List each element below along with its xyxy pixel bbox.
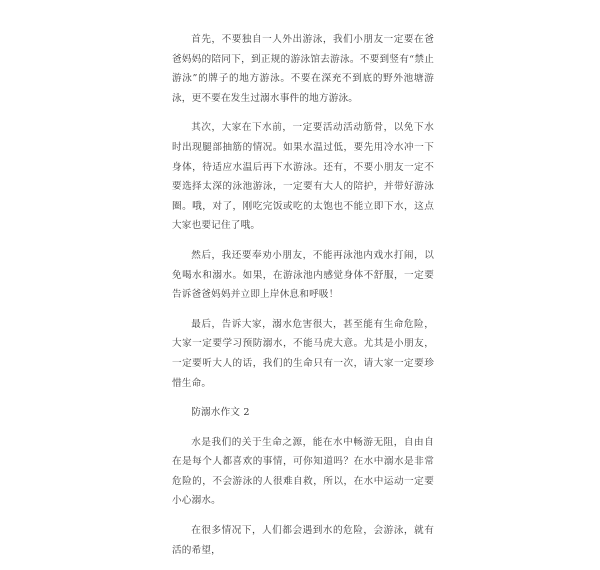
section-heading: 防溺水作文 2 xyxy=(191,407,250,419)
paragraph-6: 在很多情况下，人们都会遇到水的危险，会游泳，就有活的希望， xyxy=(172,525,434,556)
paragraph-5: 水是我们的关于生命之源，能在水中畅游无阻，自由自在是每个人都喜欢的事情，可你知道吗？在水中溺水是非常危险的，不会游泳的人很难自救，所以，在水中运动一定要小心溺水。 xyxy=(172,436,434,507)
paragraph-3: 然后，我还要奉劝小朋友，不能再泳池内戏水打闹，以免喝水和溺水。如果，在游泳池内感觉身体不舒服，一定要告诉爸爸妈妈并立即上岸休息和呼吸！ xyxy=(172,249,434,301)
document-body xyxy=(172,30,434,570)
paragraph-4: 最后，告诉大家，溺水危害很大，甚至能有生命危险，大家一定要学习预防溺水，不能马虎大意。尤其是小朋友，一定要听大人的话，我们的生命只有一次，请大家一定要珍惜生命。 xyxy=(172,318,434,389)
paragraph-2: 其次，大家在下水前，一定要活动活动筋骨，以免下水时出现腿部抽筋的情况。如果水温过低，要先用冷水冲一下身体，待适应水温后再下水游泳。还有，不要小朋友一定不要选择太深的泳池游泳，一定要有大人的陪护，并带好游泳圈。哦，对了，刚吃完饭或吃的太饱也不能立即下水，这点大家也要记住了哦。 xyxy=(172,122,434,232)
paragraph-1: 首先，不要独自一人外出游泳，我们小朋友一定要在爸爸妈妈的陪同下，到正规的游泳馆去游泳。不要到竖有“禁止游泳”的牌子的地方游泳。不要在深充不到底的野外池塘游泳，更不要在发生过溺水事件的地方游泳。 xyxy=(172,34,434,104)
